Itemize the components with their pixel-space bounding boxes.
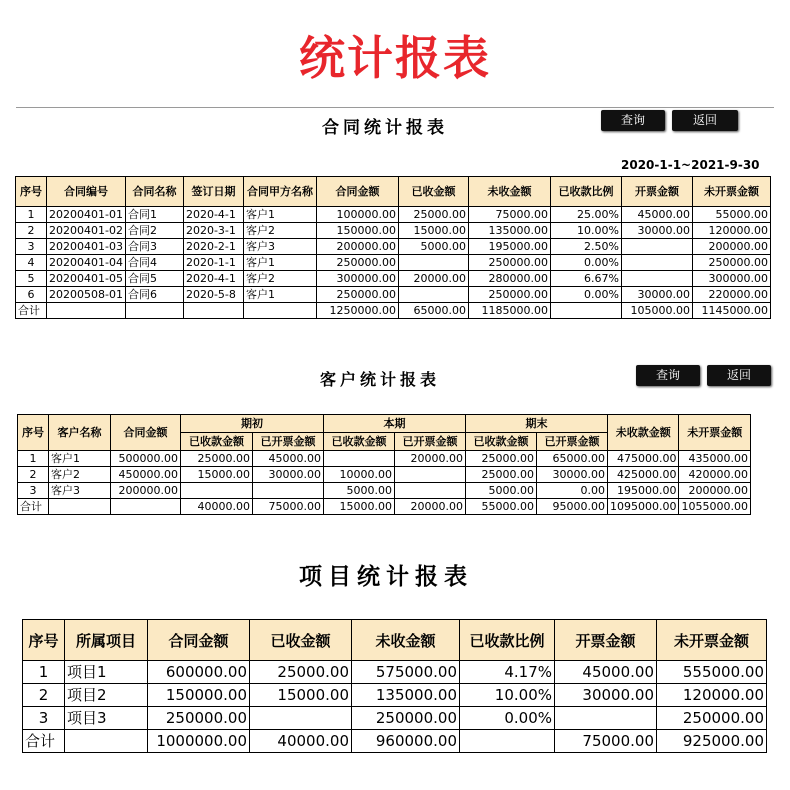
project-col-header: 未开票金额 bbox=[657, 620, 767, 661]
date-range: 2020-1-1~2021-9-30 bbox=[621, 158, 760, 172]
col-header-unreceived: 未收款金额 bbox=[608, 415, 679, 451]
table-cell: 195000.00 bbox=[468, 239, 550, 255]
table-cell: 220000.00 bbox=[692, 287, 770, 303]
table-cell: 20200508-01 bbox=[47, 287, 126, 303]
table-row bbox=[23, 661, 767, 684]
table-cell bbox=[125, 303, 183, 319]
table-cell: 10.00% bbox=[460, 684, 555, 707]
table-cell: 45000.00 bbox=[555, 661, 657, 684]
table-cell: 20200401-04 bbox=[47, 255, 126, 271]
table-row bbox=[23, 707, 767, 730]
contract-col-header: 序号 bbox=[16, 177, 47, 207]
table-cell bbox=[395, 483, 466, 499]
table-cell: 135000.00 bbox=[352, 684, 460, 707]
table-cell: 客户1 bbox=[243, 255, 316, 271]
table-cell bbox=[621, 255, 692, 271]
table-cell: 40000.00 bbox=[250, 730, 352, 753]
table-cell: 575000.00 bbox=[352, 661, 460, 684]
table-cell: 1185000.00 bbox=[468, 303, 550, 319]
customer-query-button[interactable]: 查询 bbox=[636, 365, 700, 386]
table-cell: 250000.00 bbox=[316, 287, 398, 303]
table-cell bbox=[621, 239, 692, 255]
table-cell: 合计 bbox=[18, 499, 49, 515]
table-cell: 135000.00 bbox=[468, 223, 550, 239]
contract-col-header: 合同金额 bbox=[316, 177, 398, 207]
table-cell: 55000.00 bbox=[466, 499, 537, 515]
col-header-received: 已收款金额 bbox=[466, 433, 537, 451]
table-cell: 1250000.00 bbox=[316, 303, 398, 319]
table-cell: 25.00% bbox=[550, 207, 621, 223]
table-cell: 0.00 bbox=[537, 483, 608, 499]
table-cell: 100000.00 bbox=[316, 207, 398, 223]
table-cell: 15000.00 bbox=[324, 499, 395, 515]
table-cell: 25000.00 bbox=[466, 467, 537, 483]
table-cell: 300000.00 bbox=[692, 271, 770, 287]
total-row bbox=[23, 730, 767, 753]
table-cell: 合同3 bbox=[125, 239, 183, 255]
customer-report-title: 客户统计报表 bbox=[320, 370, 441, 389]
table-cell: 280000.00 bbox=[468, 271, 550, 287]
table-cell: 1 bbox=[18, 451, 49, 467]
contract-col-header: 合同编号 bbox=[47, 177, 126, 207]
table-cell: 1055000.00 bbox=[679, 499, 750, 515]
table-cell: 435000.00 bbox=[679, 451, 750, 467]
table-cell: 45000.00 bbox=[253, 451, 324, 467]
contract-col-header: 合同甲方名称 bbox=[243, 177, 316, 207]
total-row bbox=[16, 303, 771, 319]
contract-col-header: 合同名称 bbox=[125, 177, 183, 207]
table-cell: 250000.00 bbox=[657, 707, 767, 730]
table-cell: 2 bbox=[18, 467, 49, 483]
table-cell: 95000.00 bbox=[537, 499, 608, 515]
table-cell: 45000.00 bbox=[621, 207, 692, 223]
table-cell: 10000.00 bbox=[324, 467, 395, 483]
table-cell bbox=[250, 707, 352, 730]
table-cell bbox=[621, 271, 692, 287]
table-cell: 20200401-01 bbox=[47, 207, 126, 223]
table-cell bbox=[395, 467, 466, 483]
table-cell: 5000.00 bbox=[398, 239, 468, 255]
table-cell: 65000.00 bbox=[398, 303, 468, 319]
project-col-header: 已收款比例 bbox=[460, 620, 555, 661]
table-cell: 项目1 bbox=[65, 661, 148, 684]
col-header-received: 已收款金额 bbox=[181, 433, 253, 451]
group-header-opening: 期初 bbox=[181, 415, 324, 433]
table-cell: 2.50% bbox=[550, 239, 621, 255]
table-cell: 600000.00 bbox=[148, 661, 250, 684]
table-cell: 20000.00 bbox=[395, 499, 466, 515]
table-cell: 1000000.00 bbox=[148, 730, 250, 753]
table-cell: 200000.00 bbox=[316, 239, 398, 255]
table-cell: 3 bbox=[16, 239, 47, 255]
table-cell: 20200401-03 bbox=[47, 239, 126, 255]
table-cell: 5 bbox=[16, 271, 47, 287]
table-cell: 555000.00 bbox=[657, 661, 767, 684]
table-cell: 客户3 bbox=[243, 239, 316, 255]
table-cell bbox=[398, 287, 468, 303]
col-header-invoiced: 已开票金额 bbox=[537, 433, 608, 451]
table-cell: 10.00% bbox=[550, 223, 621, 239]
contract-back-button[interactable]: 返回 bbox=[672, 110, 738, 131]
table-cell: 500000.00 bbox=[111, 451, 181, 467]
project-col-header: 所属项目 bbox=[65, 620, 148, 661]
table-cell: 项目2 bbox=[65, 684, 148, 707]
project-col-header: 未收金额 bbox=[352, 620, 460, 661]
table-cell: 2 bbox=[16, 223, 47, 239]
table-cell bbox=[398, 255, 468, 271]
table-cell: 300000.00 bbox=[316, 271, 398, 287]
total-row bbox=[18, 499, 751, 515]
table-cell: 120000.00 bbox=[692, 223, 770, 239]
table-cell: 合计 bbox=[16, 303, 47, 319]
table-row bbox=[18, 467, 751, 483]
table-row bbox=[16, 287, 771, 303]
table-cell bbox=[555, 707, 657, 730]
table-cell bbox=[49, 499, 111, 515]
table-cell: 925000.00 bbox=[657, 730, 767, 753]
group-header-current: 本期 bbox=[324, 415, 466, 433]
table-cell: 客户1 bbox=[49, 451, 111, 467]
table-cell: 客户2 bbox=[243, 271, 316, 287]
table-cell: 30000.00 bbox=[621, 287, 692, 303]
table-cell: 客户3 bbox=[49, 483, 111, 499]
col-header-contract-amount: 合同金额 bbox=[111, 415, 181, 451]
table-cell: 合同6 bbox=[125, 287, 183, 303]
table-row bbox=[18, 451, 751, 467]
table-cell: 1 bbox=[16, 207, 47, 223]
contract-col-header: 未开票金额 bbox=[692, 177, 770, 207]
contract-col-header: 已收金额 bbox=[398, 177, 468, 207]
table-cell: 20200401-05 bbox=[47, 271, 126, 287]
col-header-received: 已收款金额 bbox=[324, 433, 395, 451]
contract-col-header: 未收金额 bbox=[468, 177, 550, 207]
table-cell: 75000.00 bbox=[555, 730, 657, 753]
table-cell: 65000.00 bbox=[537, 451, 608, 467]
table-cell: 客户2 bbox=[49, 467, 111, 483]
col-header-customer-name: 客户名称 bbox=[49, 415, 111, 451]
table-cell: 合计 bbox=[23, 730, 65, 753]
page-title: 统计报表 bbox=[299, 31, 491, 85]
table-cell: 20000.00 bbox=[398, 271, 468, 287]
table-cell: 2020-4-1 bbox=[183, 207, 243, 223]
table-cell: 25000.00 bbox=[181, 451, 253, 467]
table-cell: 200000.00 bbox=[679, 483, 750, 499]
table-cell: 6.67% bbox=[550, 271, 621, 287]
table-cell: 1145000.00 bbox=[692, 303, 770, 319]
table-cell: 2020-2-1 bbox=[183, 239, 243, 255]
table-cell: 250000.00 bbox=[692, 255, 770, 271]
table-cell: 合同5 bbox=[125, 271, 183, 287]
table-cell: 合同2 bbox=[125, 223, 183, 239]
table-header-row bbox=[16, 177, 771, 207]
table-cell: 15000.00 bbox=[181, 467, 253, 483]
table-cell bbox=[243, 303, 316, 319]
table-cell: 0.00% bbox=[550, 287, 621, 303]
col-header-invoiced: 已开票金额 bbox=[253, 433, 324, 451]
table-cell bbox=[550, 303, 621, 319]
table-cell: 0.00% bbox=[460, 707, 555, 730]
table-cell bbox=[183, 303, 243, 319]
project-col-header: 开票金额 bbox=[555, 620, 657, 661]
table-cell: 项目3 bbox=[65, 707, 148, 730]
contract-col-header: 开票金额 bbox=[621, 177, 692, 207]
divider bbox=[16, 107, 774, 108]
table-cell: 15000.00 bbox=[250, 684, 352, 707]
table-cell: 250000.00 bbox=[468, 255, 550, 271]
table-cell: 2020-4-1 bbox=[183, 271, 243, 287]
project-report-table bbox=[22, 619, 767, 753]
table-cell: 1095000.00 bbox=[608, 499, 679, 515]
contract-report-table bbox=[15, 176, 771, 319]
table-header-row bbox=[23, 620, 767, 661]
table-cell: 合同1 bbox=[125, 207, 183, 223]
project-col-header: 合同金额 bbox=[148, 620, 250, 661]
table-cell: 3 bbox=[23, 707, 65, 730]
table-cell: 150000.00 bbox=[148, 684, 250, 707]
table-cell: 30000.00 bbox=[537, 467, 608, 483]
contract-query-button[interactable]: 查询 bbox=[601, 110, 665, 131]
table-cell: 105000.00 bbox=[621, 303, 692, 319]
table-cell: 2 bbox=[23, 684, 65, 707]
table-row bbox=[16, 207, 771, 223]
table-cell: 450000.00 bbox=[111, 467, 181, 483]
table-cell: 420000.00 bbox=[679, 467, 750, 483]
table-row bbox=[16, 271, 771, 287]
table-cell: 250000.00 bbox=[148, 707, 250, 730]
project-col-header: 已收金额 bbox=[250, 620, 352, 661]
table-cell: 195000.00 bbox=[608, 483, 679, 499]
table-cell: 425000.00 bbox=[608, 467, 679, 483]
table-cell: 30000.00 bbox=[621, 223, 692, 239]
table-cell bbox=[253, 483, 324, 499]
table-row bbox=[16, 255, 771, 271]
table-cell: 25000.00 bbox=[398, 207, 468, 223]
table-cell: 475000.00 bbox=[608, 451, 679, 467]
table-cell: 2020-5-8 bbox=[183, 287, 243, 303]
table-cell: 客户2 bbox=[243, 223, 316, 239]
table-cell bbox=[324, 451, 395, 467]
contract-col-header: 签订日期 bbox=[183, 177, 243, 207]
table-cell: 250000.00 bbox=[352, 707, 460, 730]
table-cell: 2020-3-1 bbox=[183, 223, 243, 239]
col-header-seq: 序号 bbox=[18, 415, 49, 451]
table-cell: 15000.00 bbox=[398, 223, 468, 239]
table-cell: 20200401-02 bbox=[47, 223, 126, 239]
table-cell: 1 bbox=[23, 661, 65, 684]
col-header-uninvoiced: 未开票金额 bbox=[679, 415, 750, 451]
group-header-closing: 期末 bbox=[466, 415, 608, 433]
table-cell: 2020-1-1 bbox=[183, 255, 243, 271]
table-cell bbox=[47, 303, 126, 319]
table-cell: 4.17% bbox=[460, 661, 555, 684]
table-cell bbox=[111, 499, 181, 515]
table-cell bbox=[65, 730, 148, 753]
table-cell: 75000.00 bbox=[468, 207, 550, 223]
table-cell: 150000.00 bbox=[316, 223, 398, 239]
table-cell: 75000.00 bbox=[253, 499, 324, 515]
project-report-title: 项目统计报表 bbox=[299, 564, 473, 590]
table-cell: 960000.00 bbox=[352, 730, 460, 753]
table-cell: 200000.00 bbox=[692, 239, 770, 255]
table-cell: 25000.00 bbox=[466, 451, 537, 467]
table-cell: 4 bbox=[16, 255, 47, 271]
project-col-header: 序号 bbox=[23, 620, 65, 661]
table-cell: 0.00% bbox=[550, 255, 621, 271]
table-cell: 5000.00 bbox=[466, 483, 537, 499]
table-cell: 30000.00 bbox=[253, 467, 324, 483]
table-cell: 30000.00 bbox=[555, 684, 657, 707]
table-row bbox=[16, 239, 771, 255]
table-cell: 200000.00 bbox=[111, 483, 181, 499]
table-cell: 120000.00 bbox=[657, 684, 767, 707]
table-cell bbox=[181, 483, 253, 499]
table-row bbox=[18, 483, 751, 499]
customer-report-table bbox=[17, 414, 751, 515]
table-cell: 25000.00 bbox=[250, 661, 352, 684]
table-cell: 6 bbox=[16, 287, 47, 303]
table-cell: 客户1 bbox=[243, 287, 316, 303]
col-header-invoiced: 已开票金额 bbox=[395, 433, 466, 451]
table-cell: 250000.00 bbox=[316, 255, 398, 271]
table-cell: 客户1 bbox=[243, 207, 316, 223]
table-cell: 40000.00 bbox=[181, 499, 253, 515]
table-cell: 5000.00 bbox=[324, 483, 395, 499]
contract-report-title: 合同统计报表 bbox=[322, 118, 448, 138]
table-cell: 3 bbox=[18, 483, 49, 499]
table-row bbox=[16, 223, 771, 239]
table-cell: 250000.00 bbox=[468, 287, 550, 303]
contract-col-header: 已收款比例 bbox=[550, 177, 621, 207]
table-cell bbox=[460, 730, 555, 753]
customer-back-button[interactable]: 返回 bbox=[707, 365, 771, 386]
table-row bbox=[23, 684, 767, 707]
table-cell: 20000.00 bbox=[395, 451, 466, 467]
table-cell: 合同4 bbox=[125, 255, 183, 271]
table-cell: 55000.00 bbox=[692, 207, 770, 223]
